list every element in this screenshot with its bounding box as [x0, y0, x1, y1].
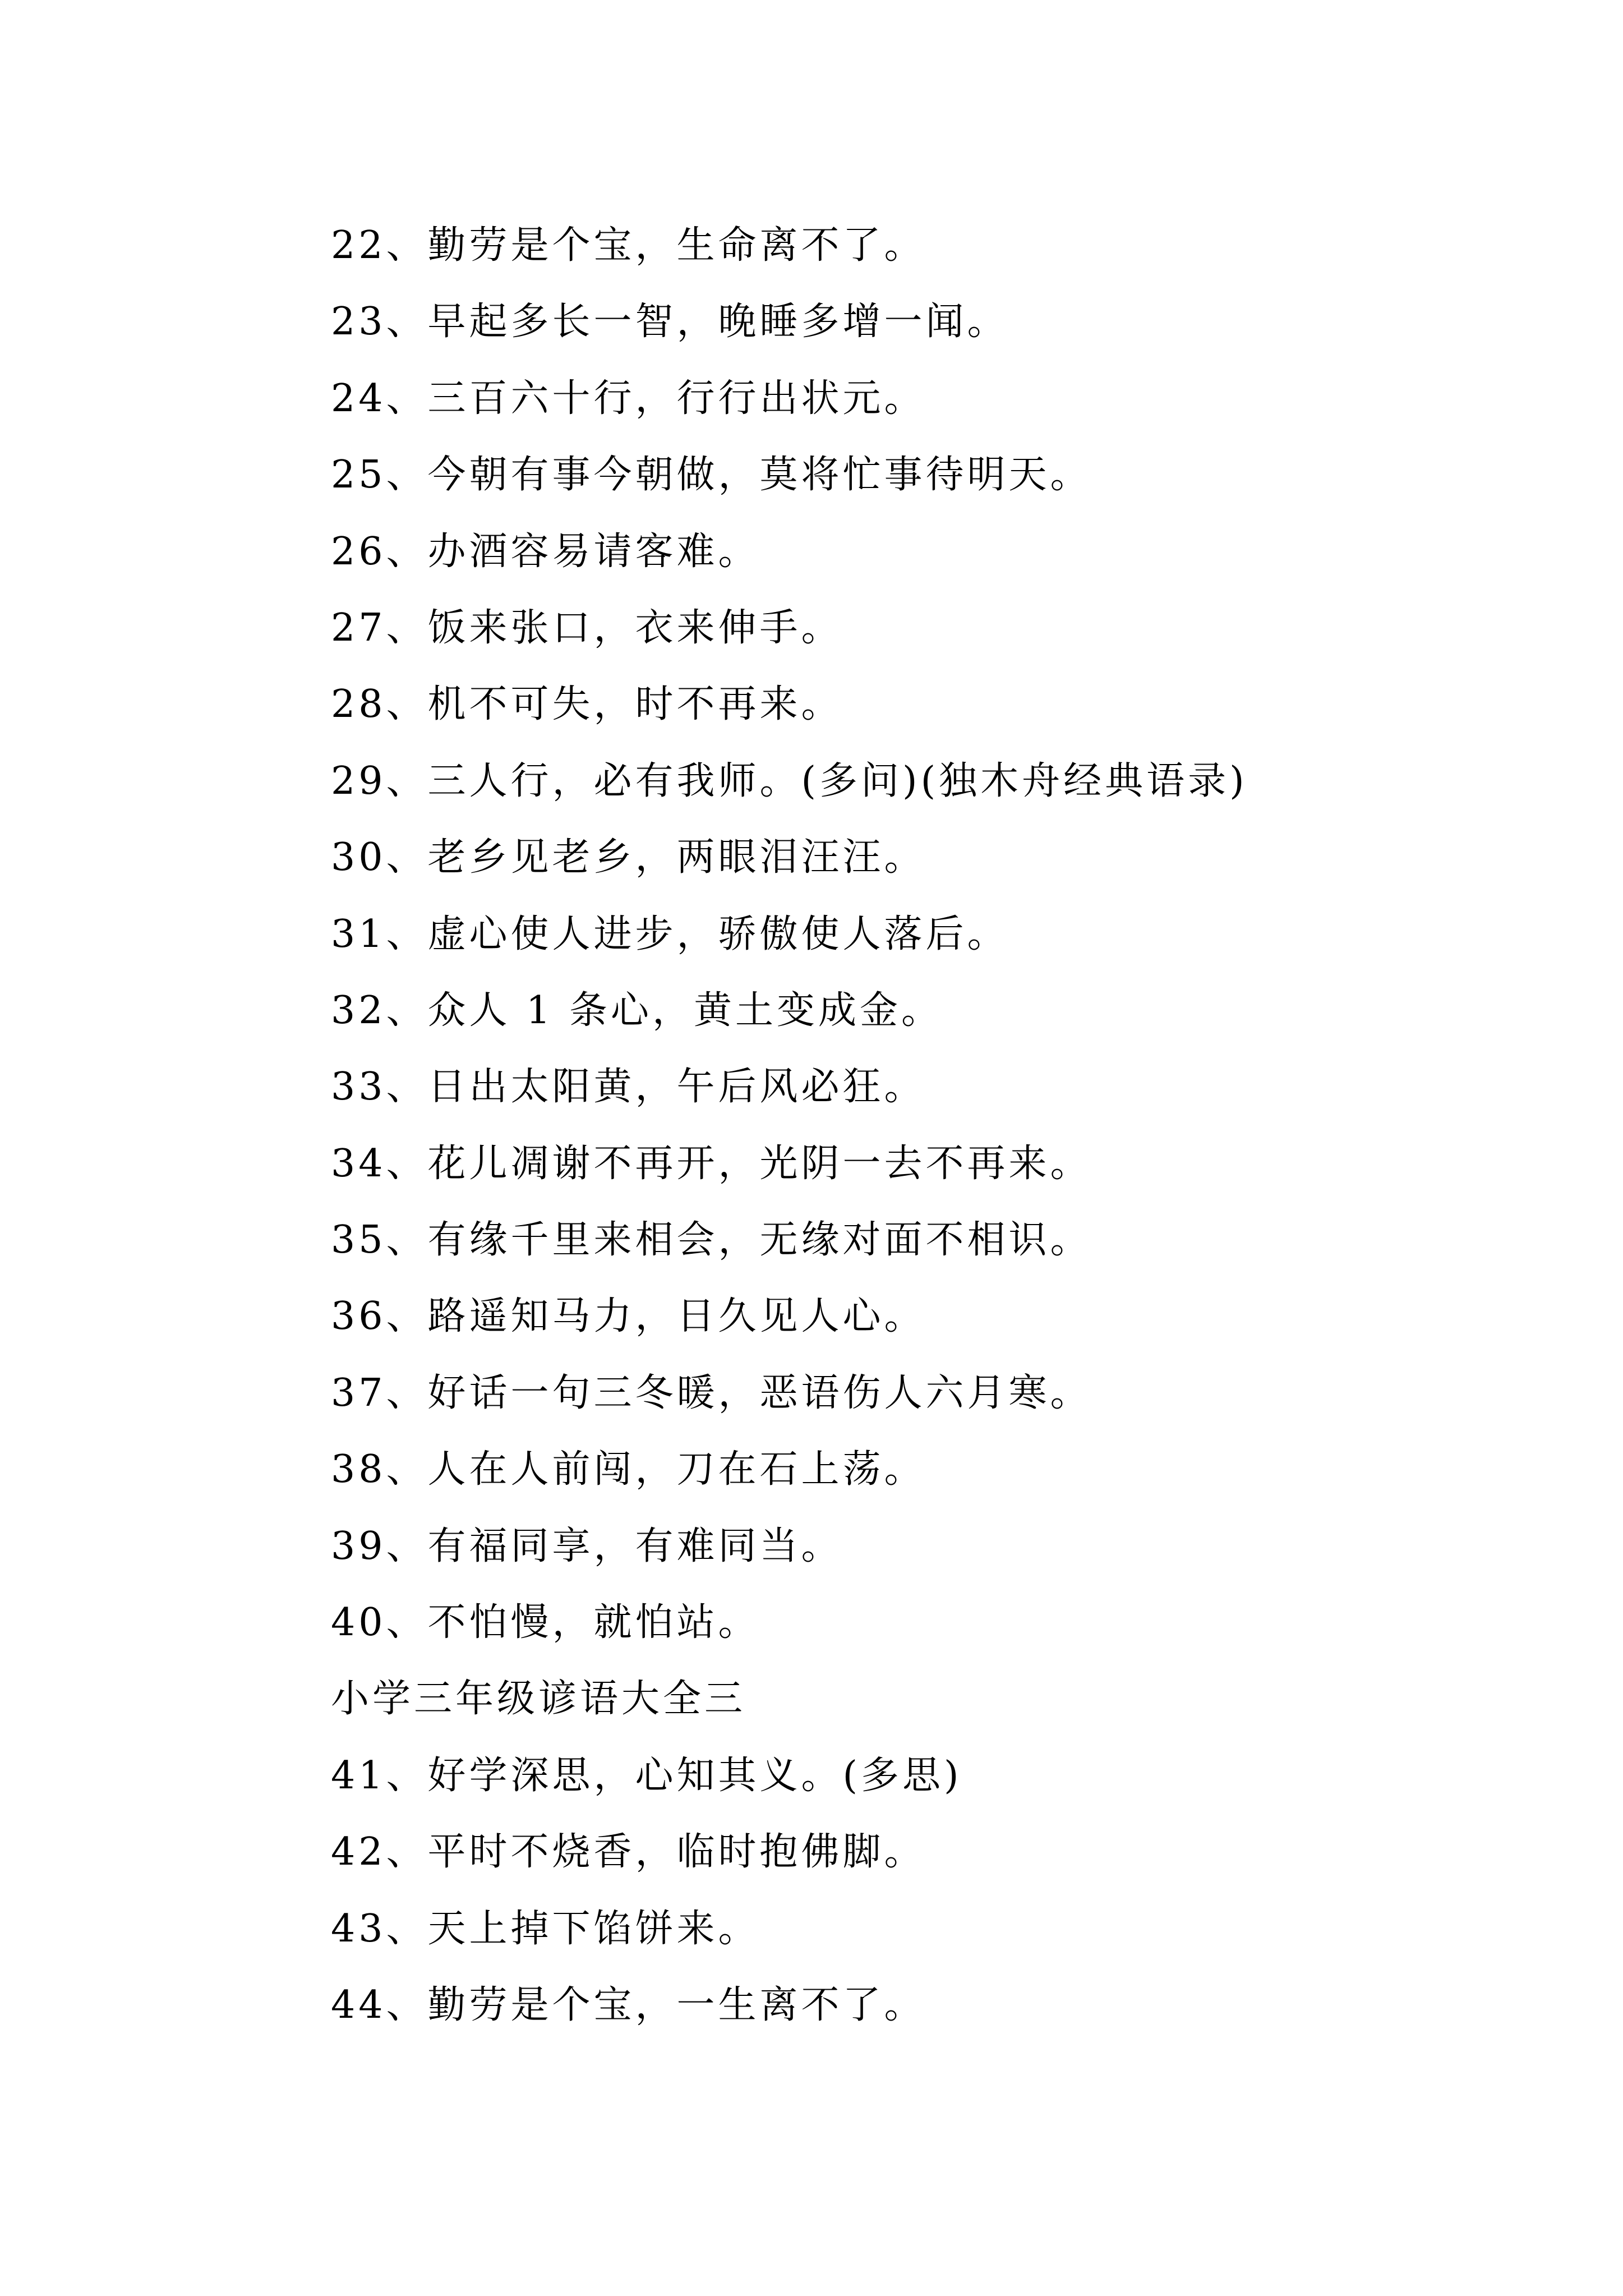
- proverb-line: 37、好话一句三冬暖，恶语伤人六月寒。: [331, 1370, 1092, 1415]
- proverb-line: 38、人在人前闯，刀在石上荡。: [331, 1447, 926, 1492]
- proverb-line: 34、花儿凋谢不再开，光阴一去不再来。: [331, 1141, 1092, 1186]
- proverb-line: 33、日出太阳黄，午后风必狂。: [331, 1065, 926, 1110]
- proverb-line: 31、虚心使人进步，骄傲使人落后。: [331, 912, 1009, 956]
- proverb-line: 44、勤劳是个宝，一生离不了。: [331, 1982, 926, 2027]
- proverb-line: 22、勤劳是个宝，生命离不了。: [331, 223, 926, 268]
- proverb-line: 27、饭来张口，衣来伸手。: [331, 605, 843, 650]
- proverb-line: 32、众人 1 条心，黄土变成金。: [331, 988, 943, 1033]
- proverb-line: 39、有福同享，有难同当。: [331, 1524, 843, 1568]
- proverb-line: 40、不怕慢，就怕站。: [331, 1600, 760, 1645]
- proverb-line: 23、早起多长一智，晚睡多增一闻。: [331, 300, 1009, 344]
- proverb-line: 30、老乡见老乡，两眼泪汪汪。: [331, 835, 926, 880]
- proverb-line: 26、办酒容易请客难。: [331, 529, 760, 574]
- proverb-line: 43、天上掉下馅饼来。: [331, 1906, 760, 1951]
- proverb-line: 29、三人行，必有我师。(多问)(独木舟经典语录): [331, 758, 1248, 803]
- proverb-line: 28、机不可失，时不再来。: [331, 682, 843, 727]
- proverb-line: 36、路遥知马力，日久见人心。: [331, 1294, 926, 1339]
- proverb-line: 42、平时不烧香，临时抱佛脚。: [331, 1830, 926, 1875]
- proverb-line: 41、好学深思，心知其义。(多思): [331, 1753, 962, 1798]
- proverb-line: 35、有缘千里来相会，无缘对面不相识。: [331, 1218, 1092, 1263]
- document-body: [331, 208, 1509, 2044]
- proverb-line: 25、今朝有事今朝做，莫将忙事待明天。: [331, 453, 1092, 498]
- proverb-line: 24、三百六十行，行行出状元。: [331, 376, 926, 421]
- section-heading: 小学三年级谚语大全三: [331, 1677, 746, 1722]
